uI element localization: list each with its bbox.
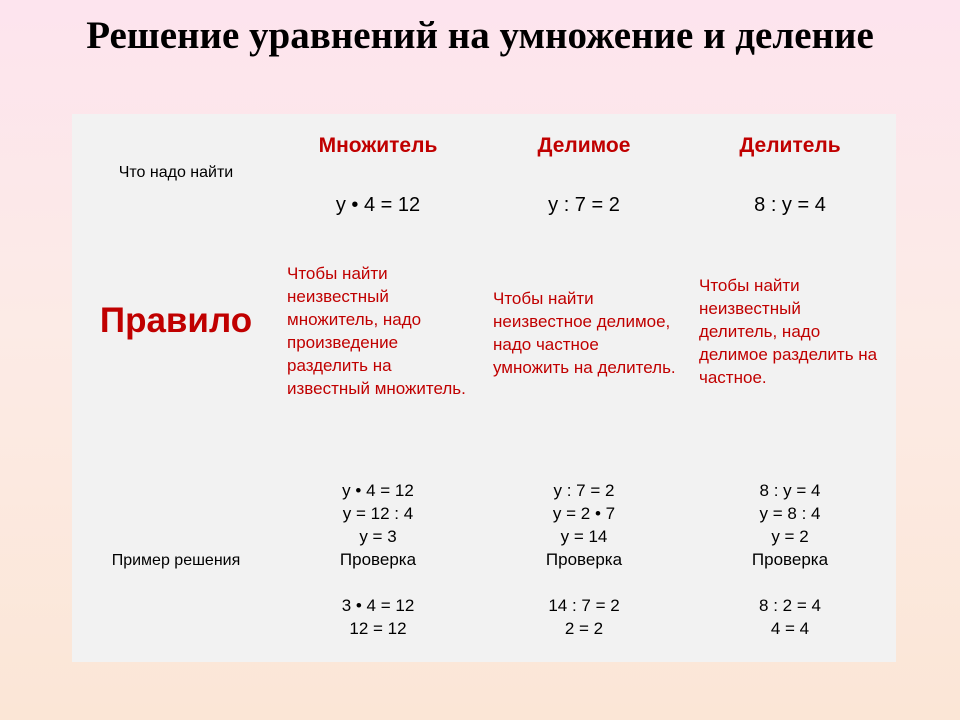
solution-line: 4 = 4 — [770, 619, 810, 638]
solution-line: у = 8 : 4 — [759, 504, 821, 523]
solution-line: 8 : у = 4 — [759, 481, 821, 500]
solution-line: 3 • 4 = 12 — [341, 596, 415, 615]
equation-dividend: у : 7 = 2 — [548, 194, 620, 216]
solution-dividend — [484, 479, 684, 640]
equation-multiplier: у • 4 = 12 — [335, 194, 421, 216]
rule-divisor: Чтобы найти неизвестный делитель, надо делимое разделить на частное. — [699, 276, 878, 387]
solution-line: у = 14 — [560, 527, 608, 546]
solution-line: 12 = 12 — [349, 619, 407, 638]
solution-line: у = 12 : 4 — [342, 504, 414, 523]
row-label-example: Пример решения — [111, 552, 241, 569]
rule-dividend: Чтобы найти неизвестное делимое, надо частное умножить на делитель. — [493, 289, 676, 377]
solution-line: у • 4 = 12 — [342, 481, 414, 500]
solution-line — [484, 571, 684, 594]
solution-line: у = 3 — [359, 527, 397, 546]
solution-divisor — [690, 479, 890, 640]
rules-table — [72, 114, 896, 662]
column-header-dividend: Делимое — [537, 134, 631, 157]
solution-line — [278, 571, 478, 594]
solution-line: Проверка — [339, 550, 417, 569]
solution-line: 14 : 7 = 2 — [548, 596, 620, 615]
equation-divisor: 8 : у = 4 — [754, 194, 826, 216]
solution-line: у = 2 — [771, 527, 809, 546]
row-label-rule: Правило — [99, 301, 253, 340]
solution-line: 2 = 2 — [564, 619, 604, 638]
column-header-multiplier: Множитель — [318, 134, 438, 157]
solution-multiplier — [278, 479, 478, 640]
solution-line: 8 : 2 = 4 — [759, 596, 821, 615]
solution-line: Проверка — [545, 550, 623, 569]
solution-line: Проверка — [751, 550, 829, 569]
rule-multiplier: Чтобы найти неизвестный множитель, надо произведение разделить на известный множитель. — [287, 264, 466, 398]
solution-line — [690, 571, 890, 594]
column-header-divisor: Делитель — [739, 134, 841, 157]
solution-line: у = 2 • 7 — [552, 504, 616, 523]
row-label-find: Что надо найти — [118, 164, 234, 181]
solution-line: у : 7 = 2 — [553, 481, 615, 500]
slide-title: Решение уравнений на умножение и деление — [86, 14, 874, 57]
